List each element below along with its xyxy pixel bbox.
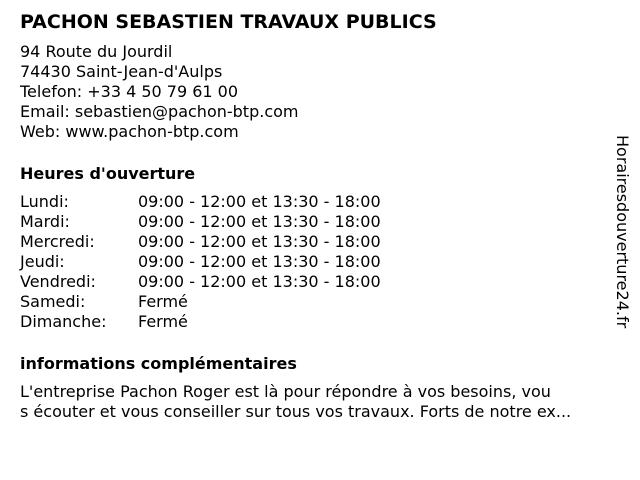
hours-day: Jeudi:: [20, 252, 65, 271]
hours-row-saturday: [20, 292, 620, 312]
description-line: s écouter et vous conseiller sur tous vos travaux. Forts de notre ex...: [20, 402, 572, 421]
opening-hours-table: [20, 192, 620, 332]
hours-day: Samedi:: [20, 292, 86, 311]
hours-day: Lundi:: [20, 192, 69, 211]
address-city: 74430 Saint-Jean-d'Aulps: [20, 62, 223, 81]
hours-time: 09:00 - 12:00 et 13:30 - 18:00: [138, 192, 381, 211]
hours-row-thursday: [20, 252, 620, 272]
hours-row-sunday: [20, 312, 620, 332]
additional-info-text: [20, 382, 620, 422]
hours-row-monday: [20, 192, 620, 212]
hours-time: 09:00 - 12:00 et 13:30 - 18:00: [138, 252, 381, 271]
hours-row-wednesday: [20, 232, 620, 252]
company-name: PACHON SEBASTIEN TRAVAUX PUBLICS: [20, 11, 437, 33]
hours-row-tuesday: [20, 212, 620, 232]
contact-block: [20, 42, 620, 142]
hours-row-friday: [20, 272, 620, 292]
hours-day: Mercredi:: [20, 232, 95, 251]
hours-time: 09:00 - 12:00 et 13:30 - 18:00: [138, 232, 381, 251]
hours-day: Mardi:: [20, 212, 70, 231]
hours-time: Fermé: [138, 312, 188, 331]
hours-day: Dimanche:: [20, 312, 107, 331]
additional-info-heading: informations complémentaires: [20, 354, 297, 373]
business-card: [20, 10, 620, 422]
hours-time: 09:00 - 12:00 et 13:30 - 18:00: [138, 212, 381, 231]
phone-line: Telefon: +33 4 50 79 61 00: [20, 82, 239, 101]
opening-hours-heading: Heures d'ouverture: [20, 164, 196, 183]
web-line: Web: www.pachon-btp.com: [20, 122, 239, 141]
hours-time: Fermé: [138, 292, 188, 311]
hours-time: 09:00 - 12:00 et 13:30 - 18:00: [138, 272, 381, 291]
address-street: 94 Route du Jourdil: [20, 42, 173, 61]
description-line: L'entreprise Pachon Roger est là pour répondre à vos besoins, vou: [20, 382, 551, 401]
email-line: Email: sebastien@pachon-btp.com: [20, 102, 299, 121]
hours-day: Vendredi:: [20, 272, 96, 291]
site-watermark: Horairesdouverture24.fr: [613, 135, 632, 329]
